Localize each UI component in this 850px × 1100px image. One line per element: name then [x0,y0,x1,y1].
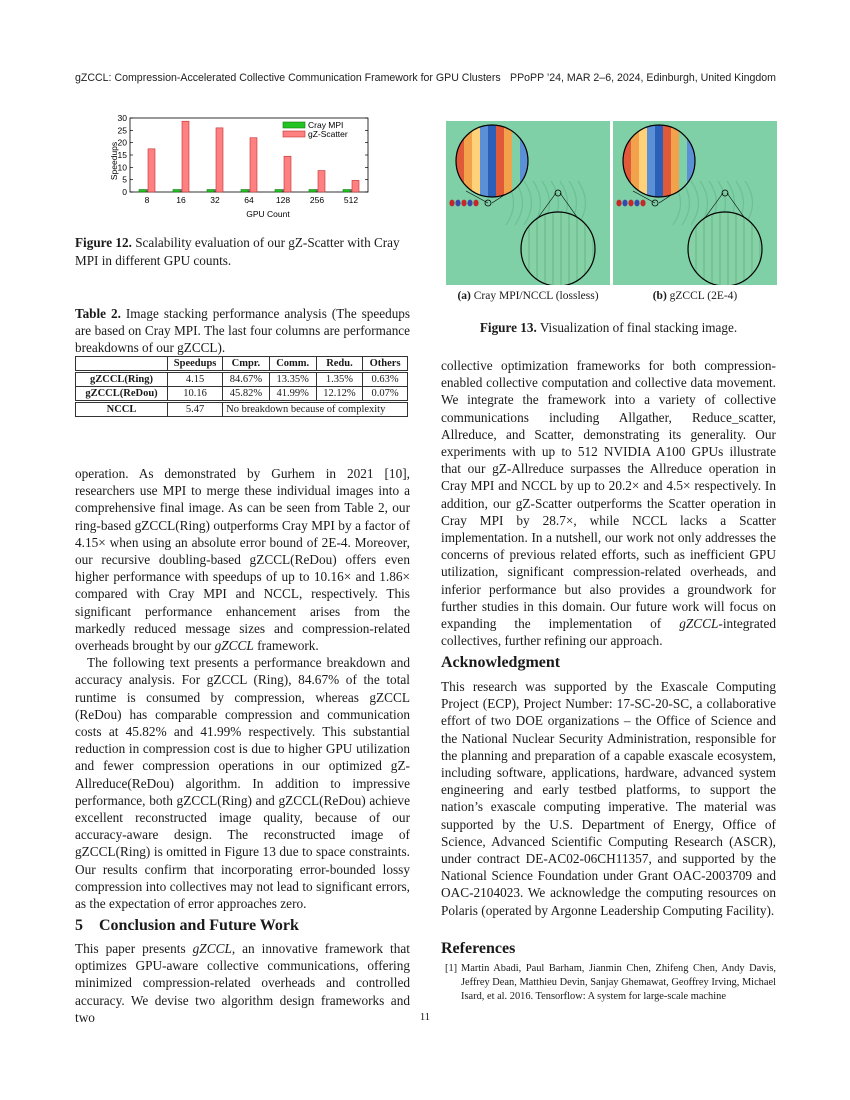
reference-number: [1] [445,963,458,974]
legend-label: gZ-Scatter [308,129,348,139]
inset-band [456,125,464,197]
inset-band [663,125,671,197]
speedup-bar-chart [75,112,410,222]
table-header-empty [76,357,168,372]
bar-cray-mpi [241,190,248,192]
y-tick-label: 25 [117,125,127,136]
table-cell-others: 0.07% [363,387,408,402]
x-tick-label: 8 [144,195,150,205]
figure-13-text: Visualization of final stacking image. [539,320,738,335]
figure-13-caption [441,319,776,337]
y-tick-label: 30 [117,113,127,123]
running-head-venue: PPoPP ’24, MAR 2–6, 2024, Edinburgh, United Kingdom [510,72,776,84]
paragraph: This research was supported by the Exascale Computing Project (ECP), Project Number: 17-SC-20-SC, a collaborative effort of two DOE organizations – the Office of Science and the National Nuclear Security Administration, responsible for the planning and preparation of a capable exascale ecosystem, including software, applications, hardware, advanced system engineering and early testbed platforms, to support the nation’s exascale computing imperative. The material was supported by the U.S. Department of Energy, Office of Science, Advanced Scientific Computing Research (ASCR), under contract DE-AC02-06CH11357, and supported by the National Science Foundation under Grant OAC-2003709 and OAC-2104023. We acknowledge the computing resources on Polaris (operated by Argonne Leadership Computing Facility). [441,679,776,918]
table-cell-speedup: 10.16 [168,387,223,402]
y-tick-label: 0 [122,187,127,197]
figure-13b-subcaption: (b) gZCCL (2E-4) [652,290,738,302]
table-cell-speedup: 4.15 [168,372,223,387]
x-tick-label: 256 [309,195,325,205]
source-blob [634,200,639,207]
inset-band [671,125,679,197]
x-tick-label: 16 [176,195,186,205]
table-2 [75,356,408,417]
bar-gz-scatter [182,121,189,192]
x-tick-label: 32 [210,195,220,205]
inset-band [488,125,496,197]
table-cell-cmpr: 45.82% [223,387,269,402]
paragraph: The following text presents a performance breakdown and accuracy analysis. For gZCCL (Ring), 84.67% of the total runtime is consumed by compression, whereas gZCCL (ReDou) has comparable compression and communication costs at 45.82% and 41.99% respectively. This substantial reduction in compression cost is due to higher GPU utilization and fewer compression operations in our optimized gZ-Allreduce(ReDou) algorithm. In addition to impressive performance, both gZCCL(Ring) and gZCCL(ReDou) achieve excellent reconstructed image quality, because of our accuracy-aware design. The reconstructed image of gZCCL(Ring) is omitted in Figure 13 due to space constraints. Our results confirm that incorporating error-bounded lossy compression into collectives may not lead to significant errors, as the expectation of error approaches zero. [75,655,410,912]
bar-cray-mpi [309,190,316,192]
table-2-text: Image stacking performance analysis (The speedups are based on Cray MPI. The last four columns are performance breakdowns of our gZCCL). [75,306,411,355]
inset-band [472,125,480,197]
figure-12-caption [75,234,410,270]
source-blob [640,200,645,207]
table-row [76,387,408,402]
running-head-title: gZCCL: Compression-Accelerated Collective Communication Framework for GPU Clusters [75,72,501,84]
references-list [441,962,776,1004]
figure-12-chart [75,112,410,222]
figure-13a-subcaption: (a) Cray MPI/NCCL (lossless) [457,290,599,302]
table-header-redu: Redu. [316,357,362,372]
bar-cray-mpi [173,190,180,192]
acknowledgment-body [441,678,776,919]
section-title: Conclusion and Future Work [99,917,299,934]
section-5-heading [75,917,410,935]
x-tick-label: 64 [244,195,254,205]
x-tick-label: 128 [275,195,291,205]
table-row-name: gZCCL(ReDou) [76,387,168,402]
figure-13b-image [613,121,777,285]
bar-gz-scatter [284,156,291,192]
table-2-caption [75,305,410,356]
table-cell-redu: 1.35% [316,372,362,387]
section-number: 5 [75,917,83,934]
bar-cray-mpi [207,190,214,192]
bar-gz-scatter [318,171,325,192]
source-blob [455,200,460,207]
bar-gz-scatter [352,180,359,192]
bar-cray-mpi [275,190,282,192]
bar-gz-scatter [250,138,257,192]
zoom-inset-lower [516,207,600,285]
table-row [76,372,408,387]
table-cell-note: No breakdown because of complexity [223,402,408,417]
ripple-arc [691,181,699,225]
running-head [75,72,776,88]
table-cell-speedup: 5.47 [168,402,223,417]
figure-13a-image [446,121,610,285]
legend-label: Cray MPI [308,120,344,130]
chart-y-axis-label: Speedups [109,141,119,181]
zoom-inset-lower [683,207,767,285]
bar-gz-scatter [148,149,155,192]
table-cell-cmpr: 84.67% [223,372,269,387]
table-header-cmpr: Cmpr. [223,357,269,372]
paragraph: This paper presents gZCCL, an innovative framework that optimizes GPU-aware collective communications, offering minimized compression-related overheads and controlled accuracy. We devise two algorithm design frameworks and two [75,941,410,1025]
inset-band [655,125,663,197]
right-column-body [441,357,776,649]
inset-band [623,125,631,197]
table-2-label: Table 2. [75,306,121,321]
reference-text: Martin Abadi, Paul Barham, Jianmin Chen, Zhifeng Chen, Andy Davis, Jeffrey Dean, Matthieu Devin, Sanjay Ghemawat, Geoffrey Irving, Michael Isard, et al. 2016. Tensorflow: A system for large-scale machine [461,963,776,1002]
paragraph: collective optimization frameworks for both compression-enabled collective computation and collective data movement. We integrate the framework into a variety of collective communications including Allgather, Reduce_scatter, Allreduce, and Scatter, demonstrating its generality. Our experiments with up to 512 NVIDIA A100 GPUs illustrate that our gZ-Allreduce surpasses the Allreduce operation in Cray MPI and NCCL by up to 20.2× and 4.5× respectively. In addition, our gZ-Scatter outperforms the Scatter operation in Cray MPI by 28.7×, while NCCL lacks a Scatter implementation. In a nutshell, our work not only addresses the concerns of previous related efforts, such as inefficient GPU utilization, significant compression-related overheads, and inferior performance but also provides a groundwork for further studies in this domain. Our future work will focus on expanding the implementation of gZCCL-integrated collectives, further refining our approach. [441,358,776,649]
table-header-comm: Comm. [269,357,316,372]
inset-band [504,125,512,197]
table-cell-others: 0.63% [363,372,408,387]
bar-gz-scatter [216,128,223,192]
inset-band [480,125,488,197]
inset-band [496,125,504,197]
inset-band [639,125,647,197]
figure-13-label: Figure 13. [479,320,537,335]
source-blob [616,200,621,207]
source-blob [449,200,454,207]
stacking-image-gzccl [613,121,777,285]
source-blob [473,200,478,207]
inset-band [647,125,655,197]
legend-swatch [283,131,305,137]
stacking-image-lossless [446,121,610,285]
inset-band [464,125,472,197]
y-tick-label: 15 [117,150,127,160]
source-blob [461,200,466,207]
table-row-name: gZCCL(Ring) [76,372,168,387]
table-cell-redu: 12.12% [316,387,362,402]
reference-item [441,962,776,1004]
ripple-arc [524,181,532,225]
page-number: 11 [419,1012,431,1023]
table-header-speedups: Speedups [168,357,223,372]
table-row-nccl [76,402,408,417]
table-cell-comm: 13.35% [269,372,316,387]
source-blob [622,200,627,207]
table-cell-comm: 41.99% [269,387,316,402]
left-column-body [75,465,410,912]
y-tick-label: 20 [117,137,127,148]
x-tick-label: 512 [343,195,359,205]
acknowledgment-heading: Acknowledgment [441,654,561,671]
figure-12-text: Scalability evaluation of our gZ-Scatter with Cray MPI in different GPU counts. [75,235,400,268]
references-heading: References [441,940,516,957]
bar-cray-mpi [343,190,350,192]
inset-band [631,125,639,197]
paragraph: operation. As demonstrated by Gurhem in 2021 [10], researchers use MPI to merge these individual images into a comprehensive final image. As can be seen from Table 2, our ring-based gZCCL(Ring) outperforms Cray MPI by a factor of 4.15× when using an absolute error bound of 2E-4. Moreover, our recursive doubling-based gZCCL(ReDou) offers even higher performance with speedups of up to 10.16× and 1.86× compared with Cray MPI and NCCL, respectively. This significant performance enhancement arises from the markedly reduced message sizes and compression-related overheads brought by our gZCCL framework. [75,466,410,654]
y-tick-label: 10 [117,162,127,173]
legend-swatch [283,122,305,128]
bar-cray-mpi [139,190,146,192]
source-blob [467,200,472,207]
source-blob [628,200,633,207]
table-row-name: NCCL [76,402,168,417]
y-tick-label: 5 [122,174,127,185]
chart-x-axis-label: GPU Count [246,209,290,219]
figure-12-label: Figure 12. [75,235,132,250]
table-header-others: Others [363,357,408,372]
table-header-row [76,357,408,372]
